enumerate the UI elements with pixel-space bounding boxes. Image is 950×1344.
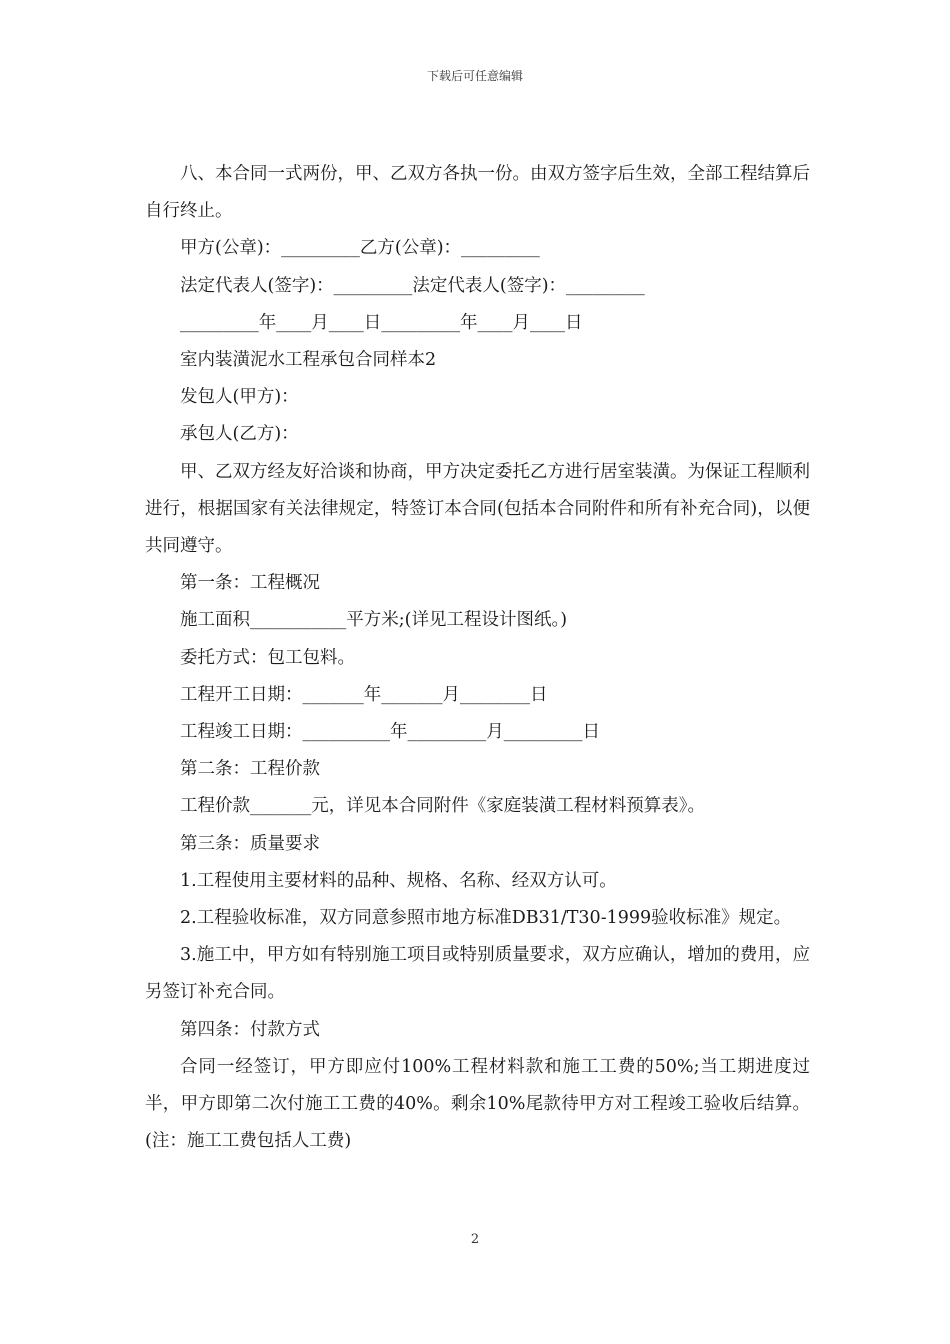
date-line: _________年____月____日_________年____月____日 bbox=[180, 312, 583, 333]
clause-8-paragraph: 八、本合同一式两份，甲、乙双方各执一份。由双方签字后生效，全部工程结算后自行终止。 bbox=[145, 164, 810, 222]
preamble-paragraph: 甲、乙双方经友好洽谈和协商，甲方决定委托乙方进行居室装潢。为保证工程顺利进行，根据国家有关法律规定，特签订本合同(包括本合同附件和所有补充合同)，以便共同遵守。 bbox=[145, 461, 810, 557]
party-seal-line: 甲方(公章)：_________乙方(公章)：_________ bbox=[180, 238, 540, 259]
quality-item-3: 3.施工中，甲方如有特别施工项目或特别质量要求，双方应确认，增加的费用，应另签订补充合同。 bbox=[145, 945, 810, 1003]
employer-line: 发包人(甲方)： bbox=[180, 387, 299, 408]
quality-item-1: 1.工程使用主要材料的品种、规格、名称、经双方认可。 bbox=[180, 870, 617, 891]
sample-title: 室内装潢泥水工程承包合同样本2 bbox=[180, 350, 437, 371]
article-1-heading: 第一条：工程概况 bbox=[180, 573, 320, 594]
project-price-line: 工程价款_______元，详见本合同附件《家庭装潢工程材料预算表》。 bbox=[180, 796, 705, 817]
page-number: 2 bbox=[470, 1232, 480, 1247]
start-date-line: 工程开工日期：_______年_______月________日 bbox=[180, 684, 548, 705]
contractor-line: 承包人(乙方)： bbox=[180, 424, 299, 445]
document-body bbox=[145, 156, 810, 1160]
payment-paragraph: 合同一经签订，甲方即应付100%工程材料款和施工工费的50%;当工期进度过半，甲方即第二次付施工工费的40%。剩余10%尾款待甲方对工程竣工验收后结算。(注：施工工费包括人工费) bbox=[145, 1056, 810, 1152]
completion-date-line: 工程竣工日期：__________年_________月_________日 bbox=[180, 722, 600, 743]
quality-item-2: 2.工程验收标准，双方同意参照市地方标准DB31/T30-1999验收标准》规定。 bbox=[180, 908, 792, 929]
page-header: 下载后可任意编辑 bbox=[426, 69, 523, 83]
representative-signature-line: 法定代表人(签字)：_________法定代表人(签字)：_________ bbox=[180, 275, 645, 296]
construction-area-line: 施工面积___________平方米;(详见工程设计图纸。) bbox=[180, 610, 568, 631]
article-3-heading: 第三条：质量要求 bbox=[180, 833, 320, 854]
article-4-heading: 第四条：付款方式 bbox=[180, 1019, 320, 1040]
article-2-heading: 第二条：工程价款 bbox=[180, 759, 320, 780]
commission-method-line: 委托方式：包工包料。 bbox=[180, 647, 355, 668]
